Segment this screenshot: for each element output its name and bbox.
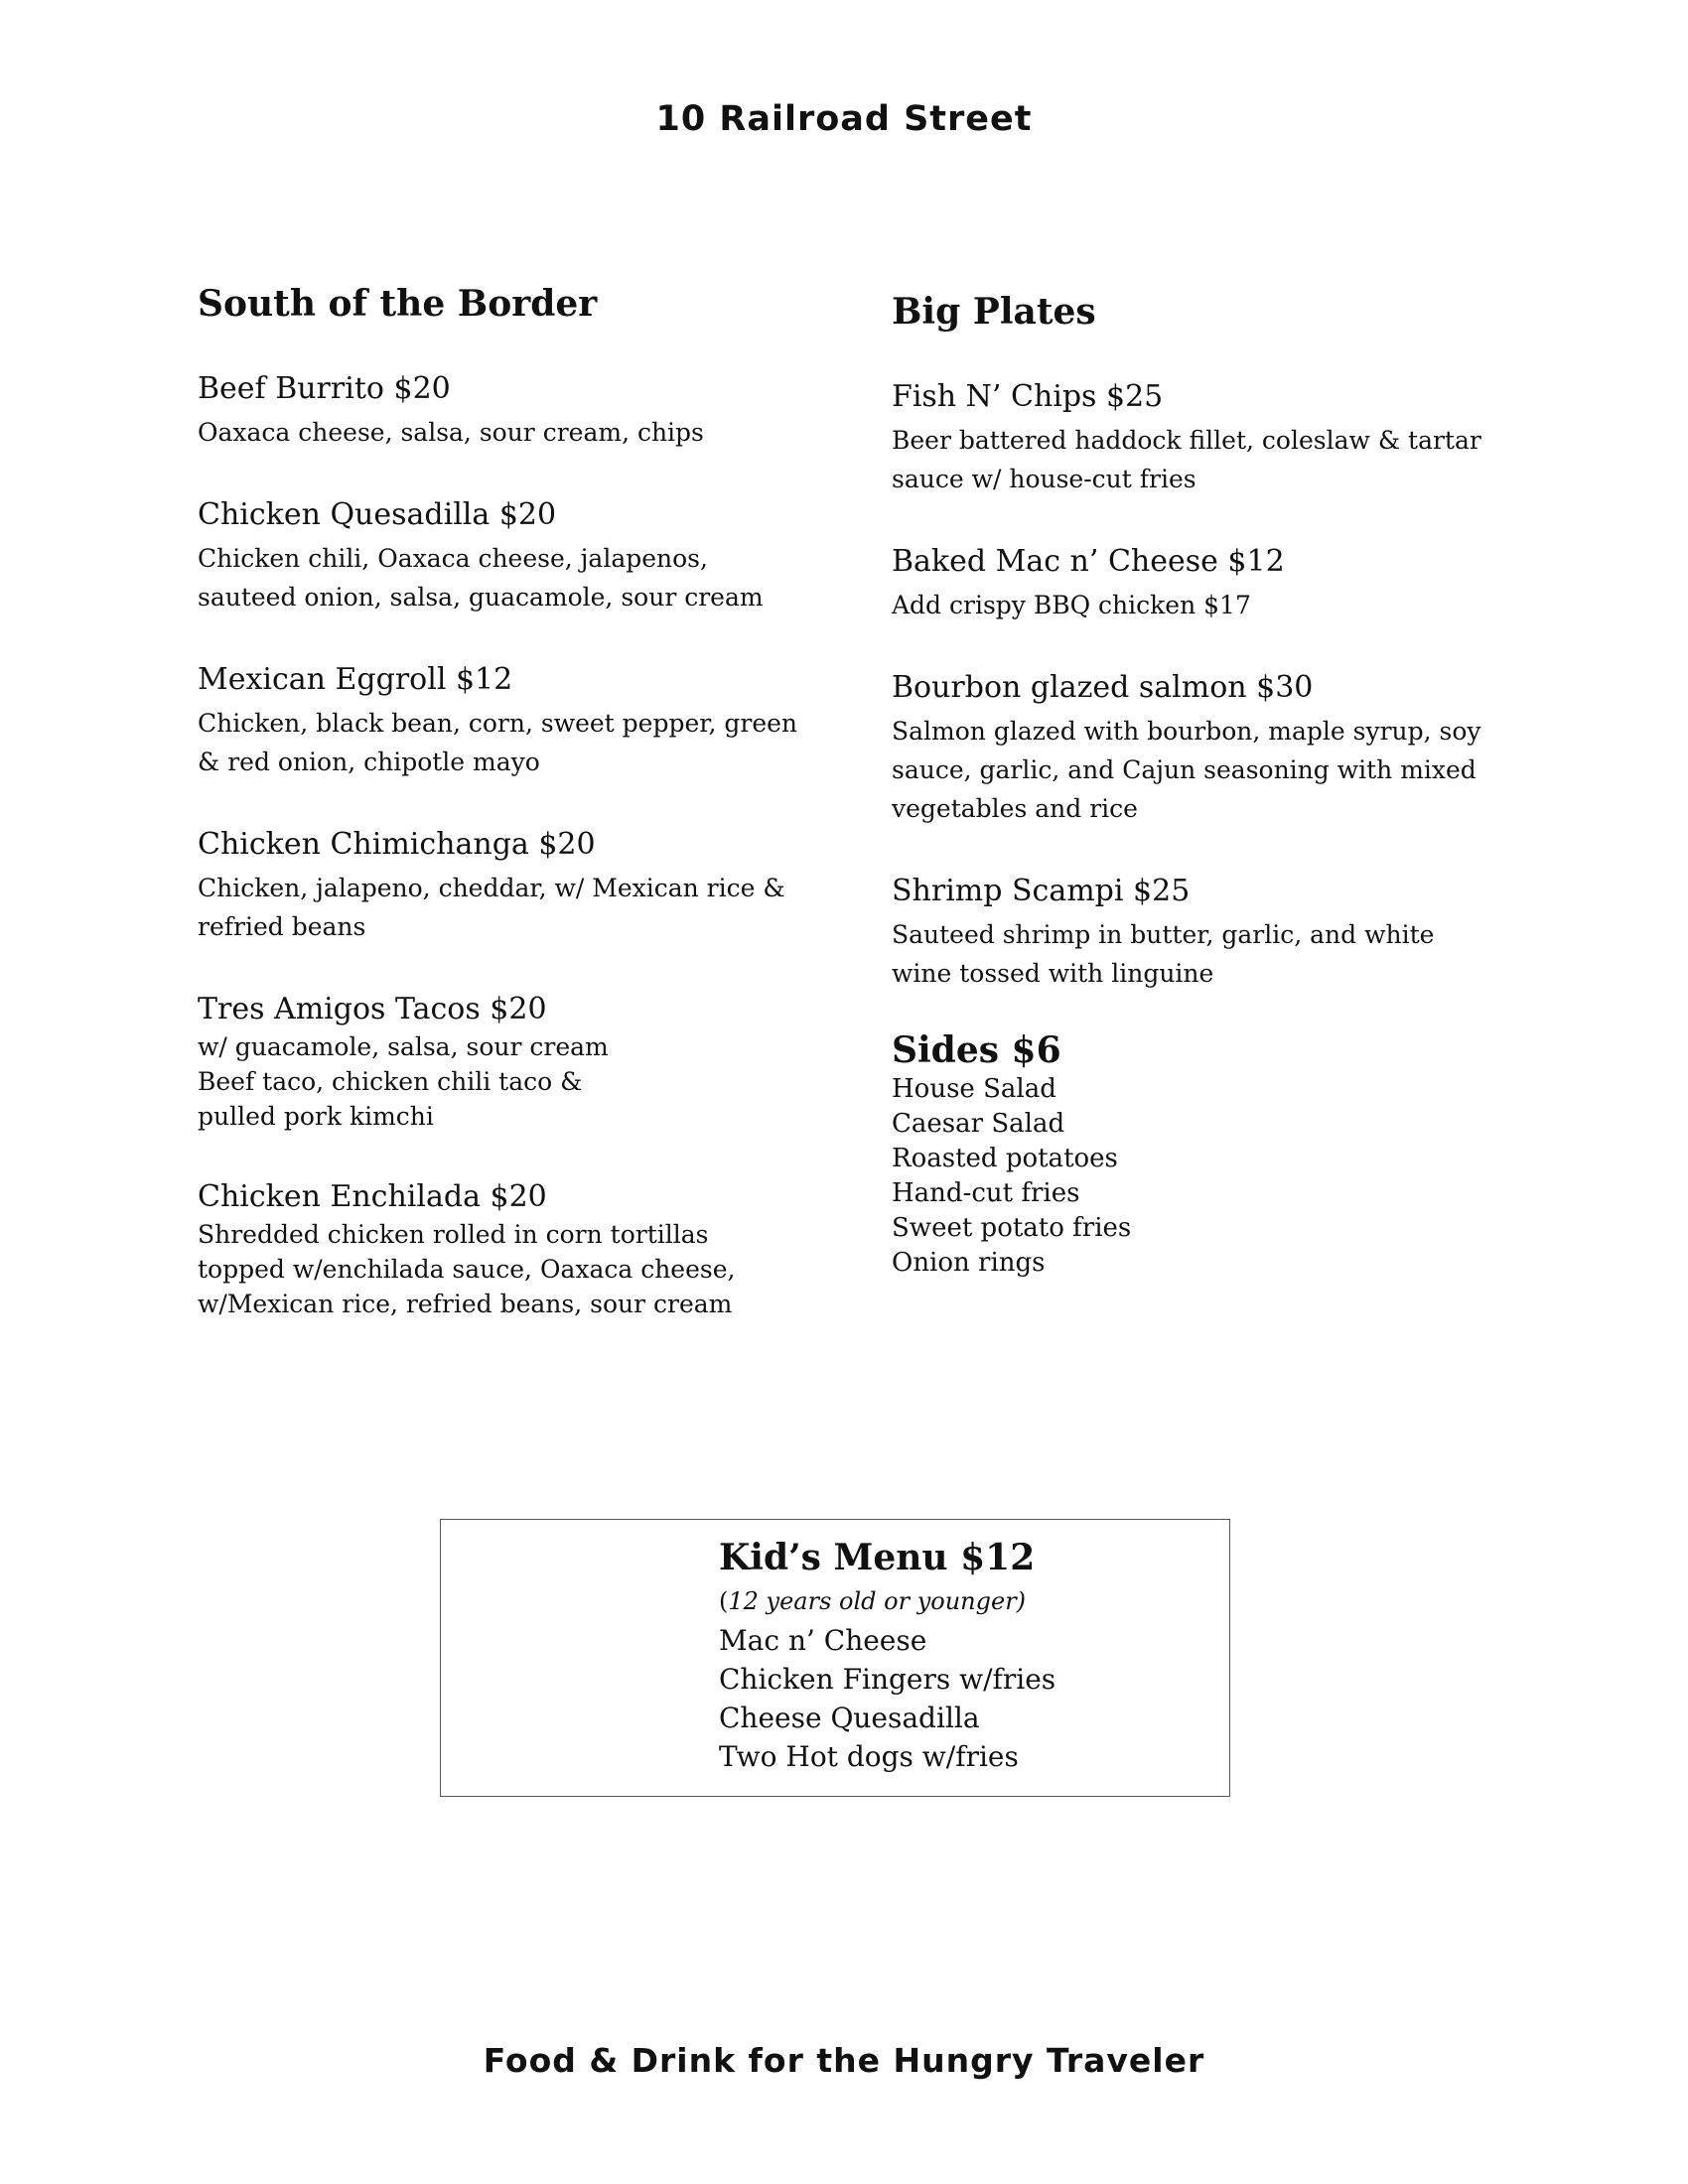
menu-item-description: Add crispy BBQ chicken $17 (892, 591, 1251, 619)
kids-menu-heading: Kid’s Menu $12 (719, 1537, 1036, 1578)
menu-item-description: Sauteed shrimp in butter, garlic, and white (892, 920, 1435, 949)
big-plates-section (892, 288, 1507, 1281)
menu-item-name: Fish N’ Chips $25 (892, 379, 1164, 414)
menu-item-name: Chicken Chimichanga $20 (198, 827, 596, 862)
menu-item-name: Shrimp Scampi $25 (892, 874, 1191, 908)
menu-item-description: refried beans (198, 912, 366, 941)
kids-menu-note (719, 1581, 1055, 1621)
south-of-the-border-section (198, 280, 813, 1365)
menu-item (892, 668, 1507, 828)
menu-item (198, 369, 813, 452)
list-item: House Salad (892, 1074, 1056, 1104)
list-item: Onion rings (892, 1248, 1046, 1278)
kids-menu-note-paren: ( (719, 1587, 729, 1615)
menu-item-description: Chicken chili, Oaxaca cheese, jalapenos, (198, 544, 708, 573)
footer-tagline: Food & Drink for the Hungry Traveler (483, 2041, 1205, 2080)
kids-menu-content (719, 1534, 1055, 1776)
list-item: Hand-cut fries (892, 1178, 1080, 1208)
menu-item-description: Chicken, jalapeno, cheddar, w/ Mexican rice & (198, 874, 785, 902)
list-item: Roasted potatoes (892, 1144, 1118, 1173)
menu-item (198, 1177, 813, 1321)
menu-item-description: Shredded chicken rolled in corn tortillas (198, 1220, 709, 1249)
page-title: 10 Railroad Street (655, 99, 1033, 139)
menu-item-description: sauteed onion, salsa, guacamole, sour cream (198, 583, 764, 612)
kids-menu-list (719, 1621, 1055, 1776)
menu-item-name: Chicken Quesadilla $20 (198, 497, 557, 532)
menu-item-description: sauce w/ house-cut fries (892, 465, 1196, 493)
menu-item-description: topped w/enchilada sauce, Oaxaca cheese, (198, 1255, 736, 1284)
menu-item-name: Bourbon glazed salmon $30 (892, 670, 1314, 705)
section-heading: Big Plates (892, 291, 1096, 333)
kids-menu-note-text: 12 years old or younger) (728, 1587, 1027, 1615)
menu-item-description: Beef taco, chicken chili taco & (198, 1067, 583, 1096)
sides-list (892, 1072, 1507, 1281)
list-item: Caesar Salad (892, 1109, 1065, 1139)
list-item: Chicken Fingers w/fries (719, 1663, 1056, 1696)
menu-item (892, 542, 1507, 624)
menu-item-name: Beef Burrito $20 (198, 371, 451, 406)
menu-item-name: Baked Mac n’ Cheese $12 (892, 544, 1285, 579)
sides-heading: Sides $6 (892, 1029, 1061, 1071)
menu-item-description: wine tossed with linguine (892, 959, 1214, 988)
menu-item-name: Mexican Eggroll $12 (198, 662, 513, 697)
menu-item-description: Oaxaca cheese, salsa, sour cream, chips (198, 418, 704, 447)
menu-item-description: Salmon glazed with bourbon, maple syrup, soy (892, 717, 1481, 746)
menu-item (198, 660, 813, 781)
list-item: Sweet potato fries (892, 1213, 1132, 1243)
menu-item (892, 872, 1507, 993)
menu-item-description: w/ guacamole, salsa, sour cream (198, 1032, 609, 1061)
menu-item-description: w/Mexican rice, refried beans, sour cream (198, 1290, 733, 1318)
menu-item (198, 990, 813, 1134)
menu-item-description: pulled pork kimchi (198, 1102, 434, 1131)
list-item: Cheese Quesadilla (719, 1702, 980, 1734)
menu-item-description: vegetables and rice (892, 794, 1138, 823)
menu-item-description: & red onion, chipotle mayo (198, 748, 540, 776)
menu-item (198, 495, 813, 616)
menu-item (198, 825, 813, 946)
menu-item-name: Chicken Enchilada $20 (198, 1179, 547, 1214)
menu-item-description: sauce, garlic, and Cajun seasoning with mixed (892, 755, 1477, 784)
menu-item-description: Beer battered haddock fillet, coleslaw & tartar (892, 426, 1481, 455)
list-item: Two Hot dogs w/fries (719, 1740, 1019, 1773)
menu-item-name: Tres Amigos Tacos $20 (198, 992, 547, 1026)
kids-menu-box (440, 1519, 1230, 1797)
section-heading: South of the Border (198, 283, 598, 325)
sides-section (892, 1028, 1507, 1281)
menu-item (892, 377, 1507, 498)
menu-item-description: Chicken, black bean, corn, sweet pepper, green (198, 709, 798, 738)
list-item: Mac n’ Cheese (719, 1624, 927, 1657)
